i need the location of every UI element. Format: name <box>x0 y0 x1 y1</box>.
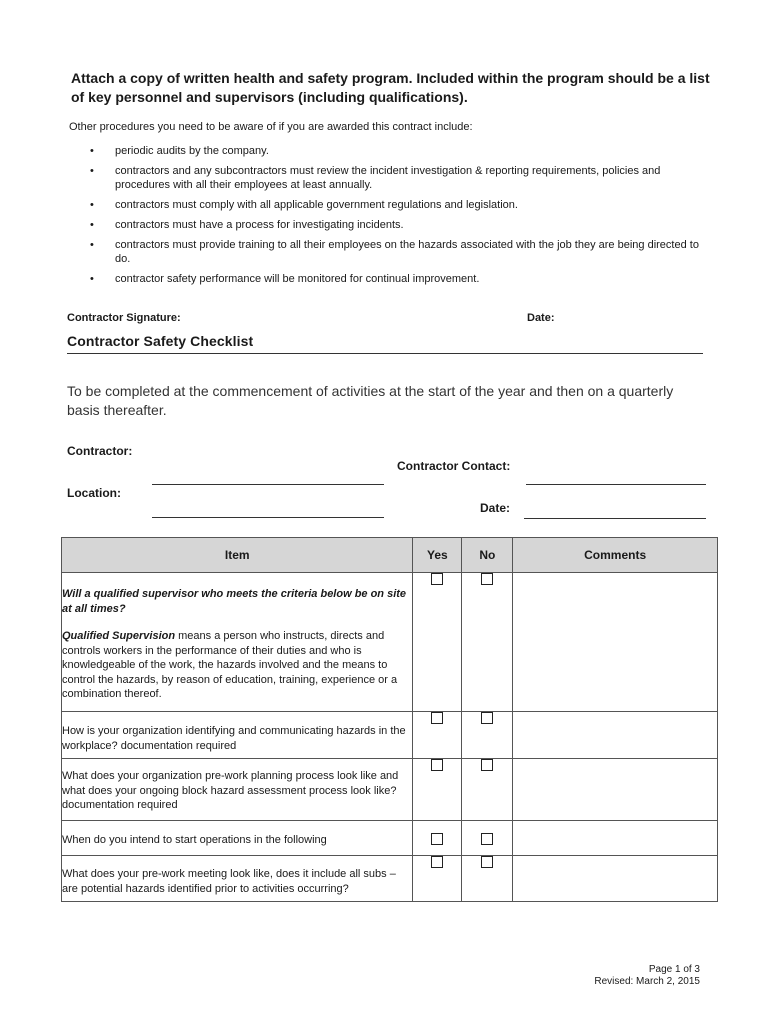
yes-cell <box>413 821 462 856</box>
procedures-list <box>90 144 700 292</box>
no-checkbox[interactable] <box>481 856 493 868</box>
page-footer <box>594 964 700 988</box>
attachment-heading: Attach a copy of written health and safety program. Included within the program should be a list of key personnel and supervisors (including qualifications). <box>71 70 710 105</box>
yes-checkbox[interactable] <box>431 712 443 724</box>
location-label: Location: <box>67 486 121 500</box>
column-header-item: Item <box>62 538 413 573</box>
column-header-comments: Comments <box>513 538 718 573</box>
bullet-icon: • <box>90 273 94 285</box>
no-cell <box>462 712 513 759</box>
page-title: Contractor Safety Checklist <box>67 333 703 354</box>
bullet-icon: • <box>90 239 94 251</box>
safety-checklist-table <box>61 537 718 902</box>
contractor-label: Contractor: <box>67 444 133 458</box>
item-cell <box>62 573 413 712</box>
instructions-text: To be completed at the commencement of activities at the start of the year and then on a quarterly basis thereafter. <box>67 383 674 418</box>
column-header-yes: Yes <box>413 538 462 573</box>
list-item <box>90 198 700 212</box>
list-item-text: periodic audits by the company. <box>115 145 269 157</box>
list-item <box>90 272 700 286</box>
yes-cell <box>413 712 462 759</box>
yes-checkbox[interactable] <box>431 573 443 585</box>
definition-body: means a person who instructs, directs and controls workers in the performance of their duties and who is knowledgeable of the work, the hazards involved and the means to control the hazards, by reason of education, training, experience or a combination thereof. <box>62 630 398 700</box>
bullet-icon: • <box>90 199 94 211</box>
list-item <box>90 164 700 192</box>
list-item-text: contractors and any subcontractors must review the incident investigation & reporting requirements, policies and procedures with all their employees at least annually. <box>115 165 661 191</box>
comments-cell[interactable] <box>513 573 718 712</box>
yes-checkbox[interactable] <box>431 856 443 868</box>
no-checkbox[interactable] <box>481 573 493 585</box>
no-cell <box>462 759 513 821</box>
contractor-contact-label: Contractor Contact: <box>397 459 511 473</box>
no-cell <box>462 856 513 902</box>
comments-cell[interactable] <box>513 856 718 902</box>
no-cell <box>462 573 513 712</box>
comments-cell[interactable] <box>513 821 718 856</box>
list-item-text: contractors must have a process for investigating incidents. <box>115 219 404 231</box>
table-row <box>62 856 718 902</box>
table-header-row <box>62 538 718 573</box>
comments-cell[interactable] <box>513 712 718 759</box>
table-row <box>62 821 718 856</box>
yes-cell <box>413 856 462 902</box>
yes-cell <box>413 759 462 821</box>
item-cell: What does your pre-work meeting look like, does it include all subs – are potential hazards identified prior to activities occurring? <box>62 856 413 902</box>
date-field[interactable] <box>524 518 706 519</box>
list-item <box>90 238 700 266</box>
item-cell: How is your organization identifying and communicating hazards in the workplace? documentation required <box>62 712 413 759</box>
yes-cell <box>413 573 462 712</box>
no-cell <box>462 821 513 856</box>
no-checkbox[interactable] <box>481 759 493 771</box>
list-item-text: contractors must comply with all applicable government regulations and legislation. <box>115 199 518 211</box>
procedures-intro: Other procedures you need to be aware of if you are awarded this contract include: <box>69 121 473 133</box>
bullet-icon: • <box>90 165 94 177</box>
table-row <box>62 759 718 821</box>
list-item-text: contractors must provide training to all their employees on the hazards associated with the job they are being directed to do. <box>115 239 699 265</box>
signature-date-label: Date: <box>527 312 555 324</box>
table-row <box>62 573 718 712</box>
page-number: Page 1 of 3 <box>648 964 700 975</box>
yes-checkbox[interactable] <box>431 759 443 771</box>
revision-date: Revised: March 2, 2015 <box>594 976 700 987</box>
yes-checkbox[interactable] <box>431 833 443 845</box>
column-header-no: No <box>462 538 513 573</box>
definition-term: Qualified Supervision <box>62 630 176 642</box>
contractor-signature-label: Contractor Signature: <box>67 312 181 324</box>
item-cell: What does your organization pre-work planning process look like and what does your ongoing block hazard assessment process look like? documentation required <box>62 759 413 821</box>
no-checkbox[interactable] <box>481 833 493 845</box>
definition-text <box>62 629 412 702</box>
list-item-text: contractor safety performance will be monitored for continual improvement. <box>115 273 480 285</box>
bullet-icon: • <box>90 145 94 157</box>
item-cell: When do you intend to start operations in the following <box>62 821 413 856</box>
no-checkbox[interactable] <box>481 712 493 724</box>
table-row <box>62 712 718 759</box>
location-field[interactable] <box>152 517 384 518</box>
question-text: Will a qualified supervisor who meets the criteria below be on site at all times? <box>62 588 407 615</box>
bullet-icon: • <box>90 219 94 231</box>
date-label: Date: <box>480 501 511 515</box>
list-item <box>90 144 700 158</box>
comments-cell[interactable] <box>513 759 718 821</box>
list-item <box>90 218 700 232</box>
contractor-field[interactable] <box>152 484 384 485</box>
contractor-contact-field[interactable] <box>526 484 706 485</box>
